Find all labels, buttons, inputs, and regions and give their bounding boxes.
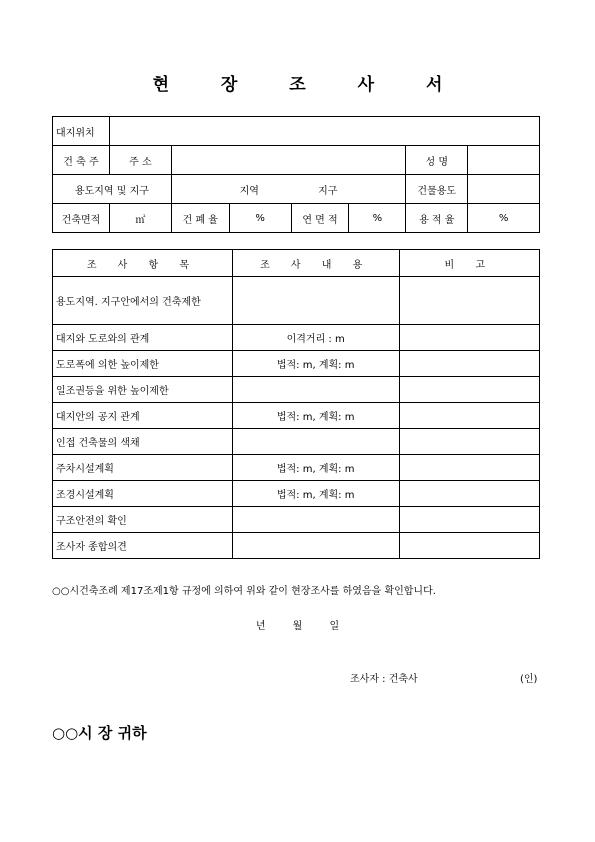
survey-remark[interactable]: [399, 403, 540, 429]
floor-area-unit: %: [372, 212, 383, 224]
survey-item: 대지안의 공지 관계: [53, 403, 233, 429]
survey-table: [52, 249, 540, 559]
survey-remark[interactable]: [399, 377, 540, 403]
table-row: [53, 429, 540, 455]
survey-item: 인접 건축물의 색채: [53, 429, 233, 455]
survey-content[interactable]: [232, 533, 399, 559]
survey-item: 일조권등을 위한 높이제한: [53, 377, 233, 403]
owner-label: 건 축 주: [53, 146, 110, 175]
building-area-field[interactable]: [109, 204, 171, 233]
district-suffix: 지구: [318, 185, 338, 197]
survey-item: 도로폭에 의한 높이제한: [53, 351, 233, 377]
site-info-table: [52, 116, 540, 233]
name-field[interactable]: [468, 146, 540, 175]
table-row: [53, 351, 540, 377]
survey-item: 조경시설계획: [53, 481, 233, 507]
coverage-label: 건 폐 율: [171, 204, 229, 233]
building-use-field[interactable]: [468, 175, 540, 204]
survey-item: 대지와 도로와의 관계: [53, 325, 233, 351]
addressee: ○○시 장 귀하: [52, 724, 147, 742]
survey-content[interactable]: 법적: m, 계획: m: [232, 351, 399, 377]
survey-content[interactable]: 이격거리 : m: [232, 325, 399, 351]
header-survey-item: 조 사 항 목: [53, 250, 233, 277]
survey-item: 조사자 종합의견: [53, 533, 233, 559]
name-label: 성 명: [406, 146, 468, 175]
table-row: [53, 325, 540, 351]
survey-content[interactable]: [232, 377, 399, 403]
table-row: [53, 455, 540, 481]
coverage-unit: %: [255, 212, 265, 224]
far-label: 용 적 율: [406, 204, 468, 233]
address-label: 주 소: [109, 146, 171, 175]
floor-area-label: 연 면 적: [291, 204, 349, 233]
survey-item: 주차시설계획: [53, 455, 233, 481]
survey-remark[interactable]: [399, 455, 540, 481]
survey-remark[interactable]: [399, 277, 540, 325]
table-row: [53, 507, 540, 533]
survey-remark[interactable]: [399, 429, 540, 455]
signer-line: 조사자 : 건축사: [350, 674, 418, 685]
far-field[interactable]: [468, 204, 540, 233]
floor-area-field[interactable]: [349, 204, 406, 233]
date-line: 년 월 일: [255, 621, 340, 632]
zone-suffix: 지역: [239, 185, 259, 197]
table-row: [53, 277, 540, 325]
table-row: [53, 481, 540, 507]
survey-content[interactable]: 법적: m, 계획: m: [232, 481, 399, 507]
survey-remark[interactable]: [399, 533, 540, 559]
document-title: 현 장 조 사 서: [152, 75, 466, 95]
survey-remark[interactable]: [399, 481, 540, 507]
confirmation-statement: ○○시건축조례 제17조제1항 규정에 의하여 위와 같이 현장조사를 하였음을 확인합니다.: [52, 586, 436, 597]
header-survey-content: 조 사 내 용: [232, 250, 399, 277]
survey-content[interactable]: [232, 507, 399, 533]
site-location-field[interactable]: [109, 117, 539, 146]
survey-content[interactable]: [232, 429, 399, 455]
building-use-label: 건물용도: [406, 175, 468, 204]
area-unit: ㎡: [135, 214, 146, 226]
table-row: [53, 377, 540, 403]
far-unit: %: [498, 212, 509, 224]
header-remark: 비 고: [399, 250, 540, 277]
zoning-field[interactable]: [171, 175, 405, 204]
survey-item: 구조안전의 확인: [53, 507, 233, 533]
survey-remark[interactable]: [399, 351, 540, 377]
zoning-label: 용도지역 및 지구: [53, 175, 172, 204]
survey-remark[interactable]: [399, 325, 540, 351]
site-location-label: 대지위치: [53, 117, 110, 146]
survey-remark[interactable]: [399, 507, 540, 533]
survey-content[interactable]: [232, 277, 399, 325]
table-row: [53, 403, 540, 429]
building-area-label: 건축면적: [53, 204, 110, 233]
coverage-field[interactable]: [229, 204, 291, 233]
survey-item: 용도지역. 지구안에서의 건축제한: [53, 277, 233, 325]
survey-content[interactable]: 법적: m, 계획: m: [232, 455, 399, 481]
seal-mark: (인): [520, 674, 538, 685]
survey-content[interactable]: 법적: m, 계획: m: [232, 403, 399, 429]
table-row: [53, 533, 540, 559]
address-field[interactable]: [171, 146, 405, 175]
